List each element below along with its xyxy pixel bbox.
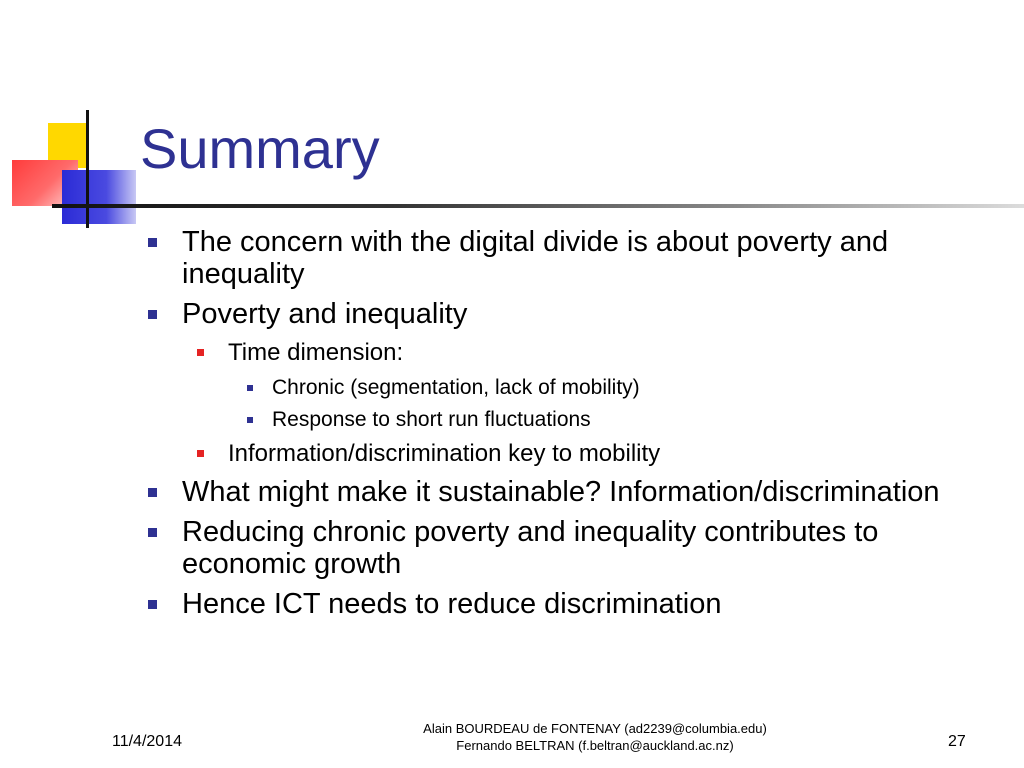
bullet-item: [146, 588, 994, 620]
square-bullet-icon: [148, 488, 157, 497]
square-bullet-icon: [197, 450, 204, 457]
blue-square: [62, 170, 136, 224]
page-number: 27: [948, 733, 966, 750]
square-bullet-icon: [148, 600, 157, 609]
bullet-text: Reducing chronic poverty and inequality contributes to economic growth: [182, 516, 879, 580]
bullet-text: The concern with the digital divide is about poverty and inequality: [182, 226, 889, 290]
square-bullet-icon: [247, 385, 253, 391]
bullet-list: [146, 226, 994, 628]
bullet-item: [146, 476, 994, 508]
square-bullet-icon: [247, 417, 253, 423]
bullet-item: [146, 226, 994, 290]
bullet-text: What might make it sustainable? Information/discrimination: [182, 476, 940, 508]
sub-bullet-item: [194, 439, 994, 468]
slide-title: Summary: [140, 117, 380, 180]
footer-date: 11/4/2014: [112, 733, 182, 750]
bullet-text: Chronic (segmentation, lack of mobility): [272, 376, 640, 399]
square-bullet-icon: [148, 238, 157, 247]
footer-author-line: Fernando BELTRAN (f.beltran@auckland.ac.nz): [456, 738, 734, 753]
sub-bullet-item: [194, 338, 994, 367]
sub-sub-bullet-item: [244, 375, 994, 401]
square-bullet-icon: [148, 528, 157, 537]
bullet-item: [146, 298, 994, 330]
footer-author-line: Alain BOURDEAU de FONTENAY (ad2239@columbia.edu): [423, 721, 767, 736]
bullet-text: Time dimension:: [228, 339, 404, 366]
bullet-text: Response to short run fluctuations: [272, 408, 591, 431]
vertical-rule: [86, 110, 89, 228]
bullet-item: [146, 516, 994, 580]
square-bullet-icon: [197, 349, 204, 356]
footer-authors: [360, 720, 830, 754]
bullet-text: Hence ICT needs to reduce discrimination: [182, 588, 722, 620]
bullet-text: Information/discrimination key to mobility: [228, 440, 661, 467]
bullet-text: Poverty and inequality: [182, 298, 468, 330]
title-underline: [52, 204, 1024, 208]
sub-sub-bullet-item: [244, 407, 994, 433]
square-bullet-icon: [148, 310, 157, 319]
